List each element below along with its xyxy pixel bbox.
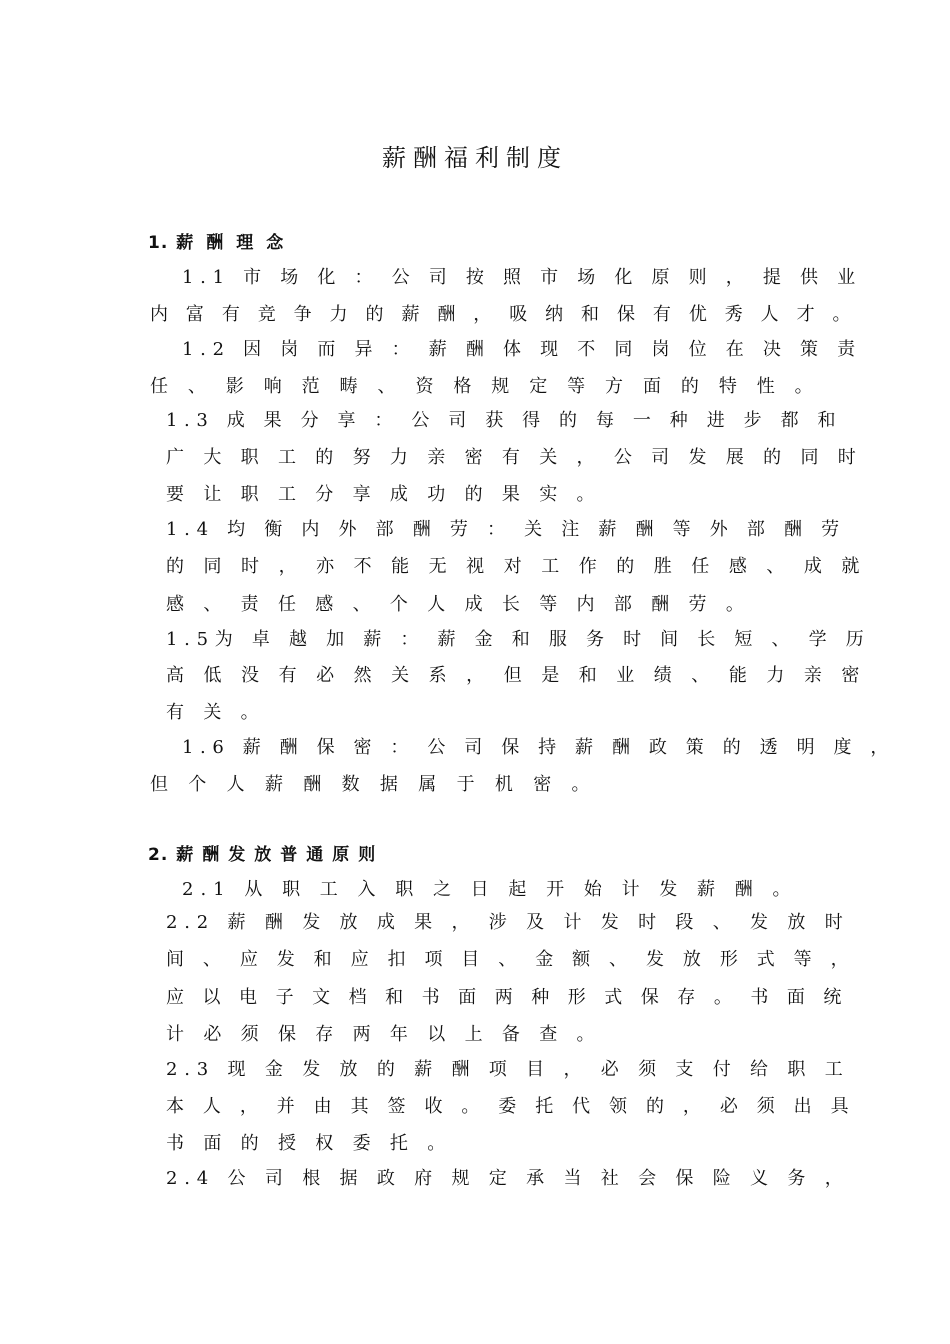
paragraph-line: 2.4 公 司 根 据 政 府 规 定 承 当 社 会 保 险 义 务 ，: [166, 1168, 850, 1189]
paragraph-line: 1.1 市 场 化 ： 公 司 按 照 市 场 化 原 则 ， 提 供 业: [182, 267, 862, 288]
paragraph-line: 2.2 薪 酬 发 放 成 果 ， 涉 及 计 发 时 段 、 发 放 时: [166, 912, 850, 933]
paragraph-line: 2.3 现 金 发 放 的 薪 酬 项 目 ， 必 须 支 付 给 职 工: [166, 1059, 850, 1080]
paragraph-line: 但 个 人 薪 酬 数 据 属 于 机 密 。: [150, 774, 597, 795]
section-title: 薪酬发放普通原则: [176, 845, 385, 865]
document-title: 薪酬福利制度: [382, 144, 568, 172]
paragraph-line: 1.4 均 衡 内 外 部 酬 劳 ： 关 注 薪 酬 等 外 部 酬 劳: [166, 519, 846, 540]
paragraph-line: 1.6 薪 酬 保 密 ： 公 司 保 持 薪 酬 政 策 的 透 明 度 ，: [182, 737, 896, 758]
paragraph-line: 高 低 没 有 必 然 关 系 ， 但 是 和 业 绩 、 能 力 亲 密: [166, 665, 867, 686]
section-heading-1: [148, 228, 296, 253]
section-heading-2: [148, 840, 384, 865]
paragraph-line: 内 富 有 竞 争 力 的 薪 酬 ， 吸 纳 和 保 有 优 秀 人 才 。: [150, 304, 857, 325]
paragraph-line: 书 面 的 授 权 委 托 。: [166, 1133, 453, 1154]
paragraph-line: 要 让 职 工 分 享 成 功 的 果 实 。: [166, 484, 602, 505]
paragraph-line: 广 大 职 工 的 努 力 亲 密 有 关 ， 公 司 发 展 的 同 时: [166, 447, 863, 468]
paragraph-line: 1.5为 卓 越 加 薪 ： 薪 金 和 服 务 时 间 长 短 、 学 历: [166, 629, 871, 650]
paragraph-line: 有 关 。: [166, 702, 266, 723]
paragraph-line: 1.2 因 岗 而 异 ： 薪 酬 体 现 不 同 岗 位 在 决 策 责: [182, 339, 862, 360]
paragraph-line: 计 必 须 保 存 两 年 以 上 备 查 。: [166, 1024, 602, 1045]
paragraph-line: 本 人 ， 并 由 其 签 收 。 委 托 代 领 的 ， 必 须 出 具: [166, 1096, 856, 1117]
paragraph-line: 感 、 责 任 感 、 个 人 成 长 等 内 部 酬 劳 。: [166, 594, 751, 615]
paragraph-line: 1.3 成 果 分 享 ： 公 司 获 得 的 每 一 种 进 步 都 和: [166, 410, 843, 431]
section-title: 薪酬理念: [176, 233, 297, 253]
section-number: 2.: [148, 845, 169, 865]
paragraph-line: 任 、 影 响 范 畴 、 资 格 规 定 等 方 面 的 特 性 。: [150, 376, 820, 397]
paragraph-line: 的 同 时 ， 亦 不 能 无 视 对 工 作 的 胜 任 感 、 成 就: [166, 556, 867, 577]
paragraph-line: 应 以 电 子 文 档 和 书 面 两 种 形 式 保 存 。 书 面 统: [166, 987, 848, 1008]
paragraph-line: 间 、 应 发 和 应 扣 项 目 、 金 额 、 发 放 形 式 等 ，: [166, 949, 856, 970]
section-number: 1.: [148, 233, 169, 253]
paragraph-line: 2.1 从 职 工 入 职 之 日 起 开 始 计 发 薪 酬 。: [182, 879, 798, 900]
